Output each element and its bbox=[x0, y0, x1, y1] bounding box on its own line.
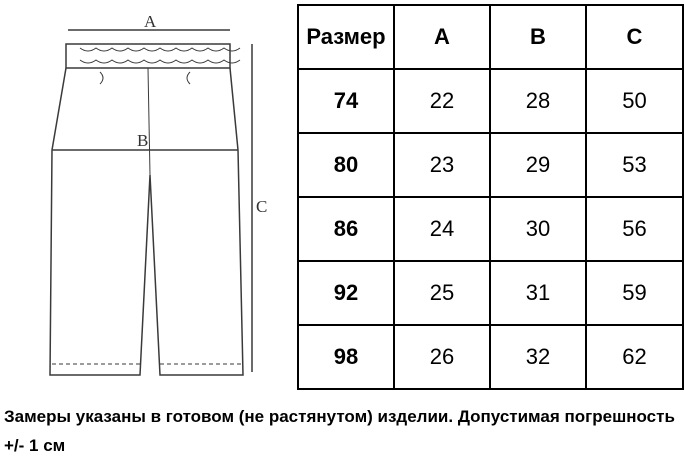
table-row bbox=[298, 197, 683, 261]
table-row bbox=[298, 325, 683, 389]
label-a: A bbox=[144, 12, 157, 31]
b-cell: 32 bbox=[490, 325, 586, 389]
b-cell: 28 bbox=[490, 69, 586, 133]
a-cell: 23 bbox=[394, 133, 490, 197]
c-cell: 59 bbox=[586, 261, 683, 325]
header-a: A bbox=[394, 5, 490, 69]
b-cell: 31 bbox=[490, 261, 586, 325]
pants-diagram bbox=[0, 0, 295, 400]
size-cell: 92 bbox=[298, 261, 394, 325]
a-cell: 25 bbox=[394, 261, 490, 325]
size-cell: 86 bbox=[298, 197, 394, 261]
waistband-gathers bbox=[80, 48, 240, 51]
label-b: B bbox=[137, 131, 149, 150]
table-row bbox=[298, 261, 683, 325]
b-cell: 29 bbox=[490, 133, 586, 197]
measurement-note: Замеры указаны в готовом (не растянутом) изделии. Допустимая погрешность +/- 1 см bbox=[4, 407, 675, 455]
c-cell: 62 bbox=[586, 325, 683, 389]
header-c: C bbox=[586, 5, 683, 69]
front-seam bbox=[148, 68, 150, 175]
table-row bbox=[298, 133, 683, 197]
seam-mark-2 bbox=[187, 72, 190, 84]
waistband-gathers-2 bbox=[80, 60, 240, 63]
a-cell: 22 bbox=[394, 69, 490, 133]
seam-mark bbox=[100, 72, 103, 84]
c-cell: 56 bbox=[586, 197, 683, 261]
b-cell: 30 bbox=[490, 197, 586, 261]
header-size: Размер bbox=[298, 5, 394, 69]
table-header-row bbox=[298, 5, 683, 69]
label-c: C bbox=[256, 197, 268, 216]
size-cell: 80 bbox=[298, 133, 394, 197]
header-b: B bbox=[490, 5, 586, 69]
a-cell: 24 bbox=[394, 197, 490, 261]
size-table bbox=[297, 4, 684, 390]
pants-outline bbox=[50, 68, 243, 375]
c-cell: 53 bbox=[586, 133, 683, 197]
waistband bbox=[66, 44, 230, 68]
size-cell: 98 bbox=[298, 325, 394, 389]
c-cell: 50 bbox=[586, 69, 683, 133]
a-cell: 26 bbox=[394, 325, 490, 389]
table-row bbox=[298, 69, 683, 133]
size-cell: 74 bbox=[298, 69, 394, 133]
